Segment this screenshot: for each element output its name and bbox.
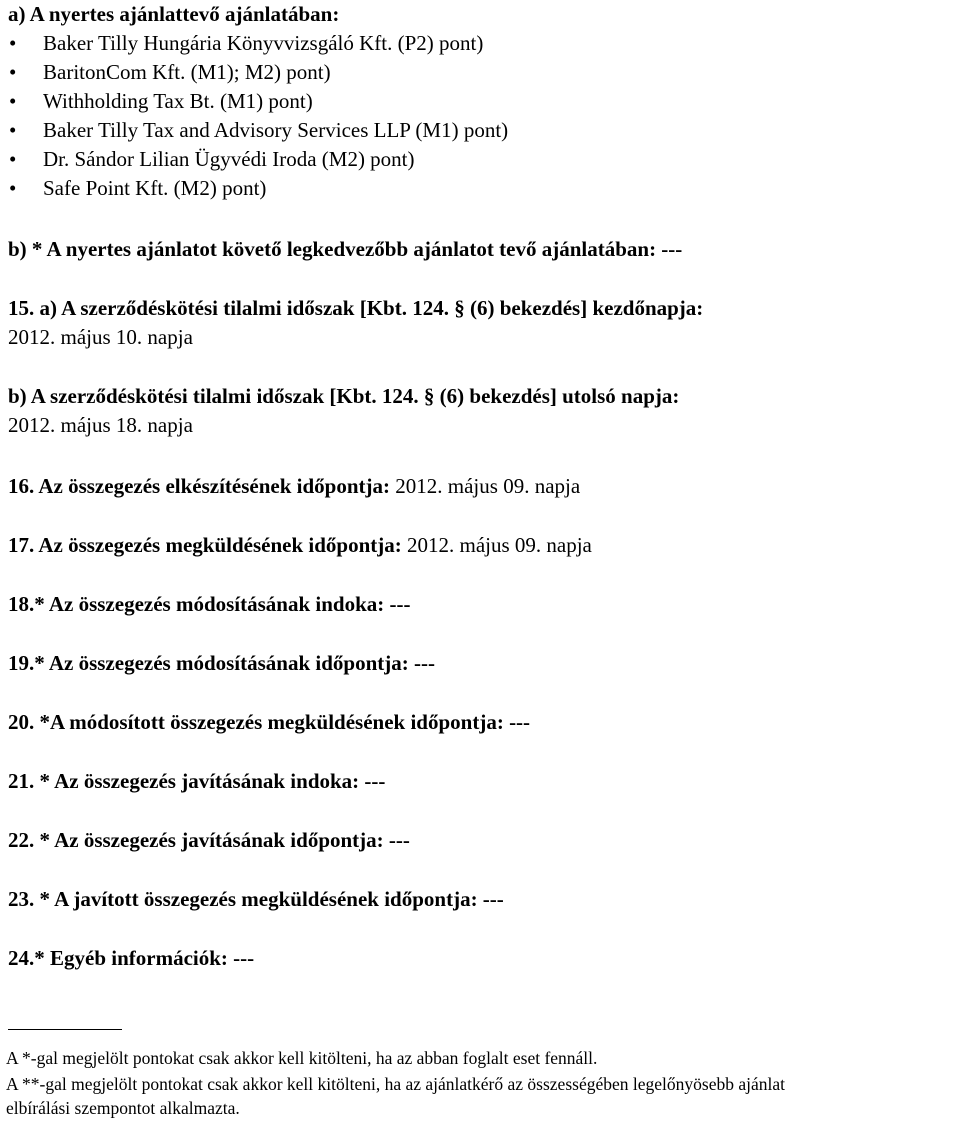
list-item [8,176,266,200]
item-22: 22. * Az összegezés javításának időpontja: --- [8,828,410,852]
bullet-icon: • [9,176,17,200]
list-item [8,147,415,171]
item-18: 18.* Az összegezés módosításának indoka: --- [8,592,411,616]
list-item-text: Baker Tilly Hungária Könyvvizsgáló Kft. (P2) pont) [43,31,484,55]
item-15b-label: b) A szerződéskötési tilalmi időszak [Kbt. 124. § (6) bekezdés] utolsó napja: [8,384,680,408]
item-23: 23. * A javított összegezés megküldésének időpontja: --- [8,887,504,911]
item-21: 21. * Az összegezés javításának indoka: --- [8,769,386,793]
bullet-icon: • [9,147,17,171]
item-15a-label: 15. a) A szerződéskötési tilalmi időszak [Kbt. 124. § (6) bekezdés] kezdőnapja: [8,296,704,320]
footnote-2: A **-gal megjelölt pontokat csak akkor kell kitölteni, ha az ajánlatkérő az összességében legelőnyösebb ajánlat [6,1074,785,1094]
list-item [8,118,508,142]
item-19: 19.* Az összegezés módosításának időpontja: --- [8,651,435,675]
list-item-text: Baker Tilly Tax and Advisory Services LLP (M1) pont) [43,118,509,142]
item-15a-value: 2012. május 10. napja [8,325,193,349]
item-16-label: 16. Az összegezés elkészítésének időpontja: [8,474,391,498]
list-item [8,60,331,84]
list-item-text: Withholding Tax Bt. (M1) pont) [43,89,313,113]
footnote-3: elbírálási szempontot alkalmazta. [6,1098,240,1118]
bullet-icon: • [9,89,17,113]
item-17-value: 2012. május 09. napja [401,533,592,557]
list-item-text: Safe Point Kft. (M2) pont) [43,176,267,200]
bullet-icon: • [9,118,17,142]
item-20: 20. *A módosított összegezés megküldésének időpontja: --- [8,710,531,734]
bullet-icon: • [9,31,17,55]
list-item [8,89,313,113]
section-b-text: b) * A nyertes ajánlatot követő legkedvezőbb ajánlatot tevő ajánlatában: --- [8,237,683,261]
footnote-1: A *-gal megjelölt pontokat csak akkor kell kitölteni, ha az abban foglalt eset fennáll. [6,1048,598,1068]
list-item-text: Dr. Sándor Lilian Ügyvédi Iroda (M2) pont) [43,147,415,171]
section-a-heading: a) A nyertes ajánlattevő ajánlatában: [8,2,340,26]
item-24: 24.* Egyéb információk: --- [8,946,255,970]
list-item-text: BaritonCom Kft. (M1); M2) pont) [43,60,331,84]
item-16 [8,474,580,498]
footnote-separator [8,1029,122,1030]
item-16-value: 2012. május 09. napja [390,474,581,498]
item-17-label: 17. Az összegezés megküldésének időpontja: [8,533,402,557]
bullet-icon: • [9,60,17,84]
list-item [8,31,483,55]
item-15b-value: 2012. május 18. napja [8,413,193,437]
item-17 [8,533,592,557]
